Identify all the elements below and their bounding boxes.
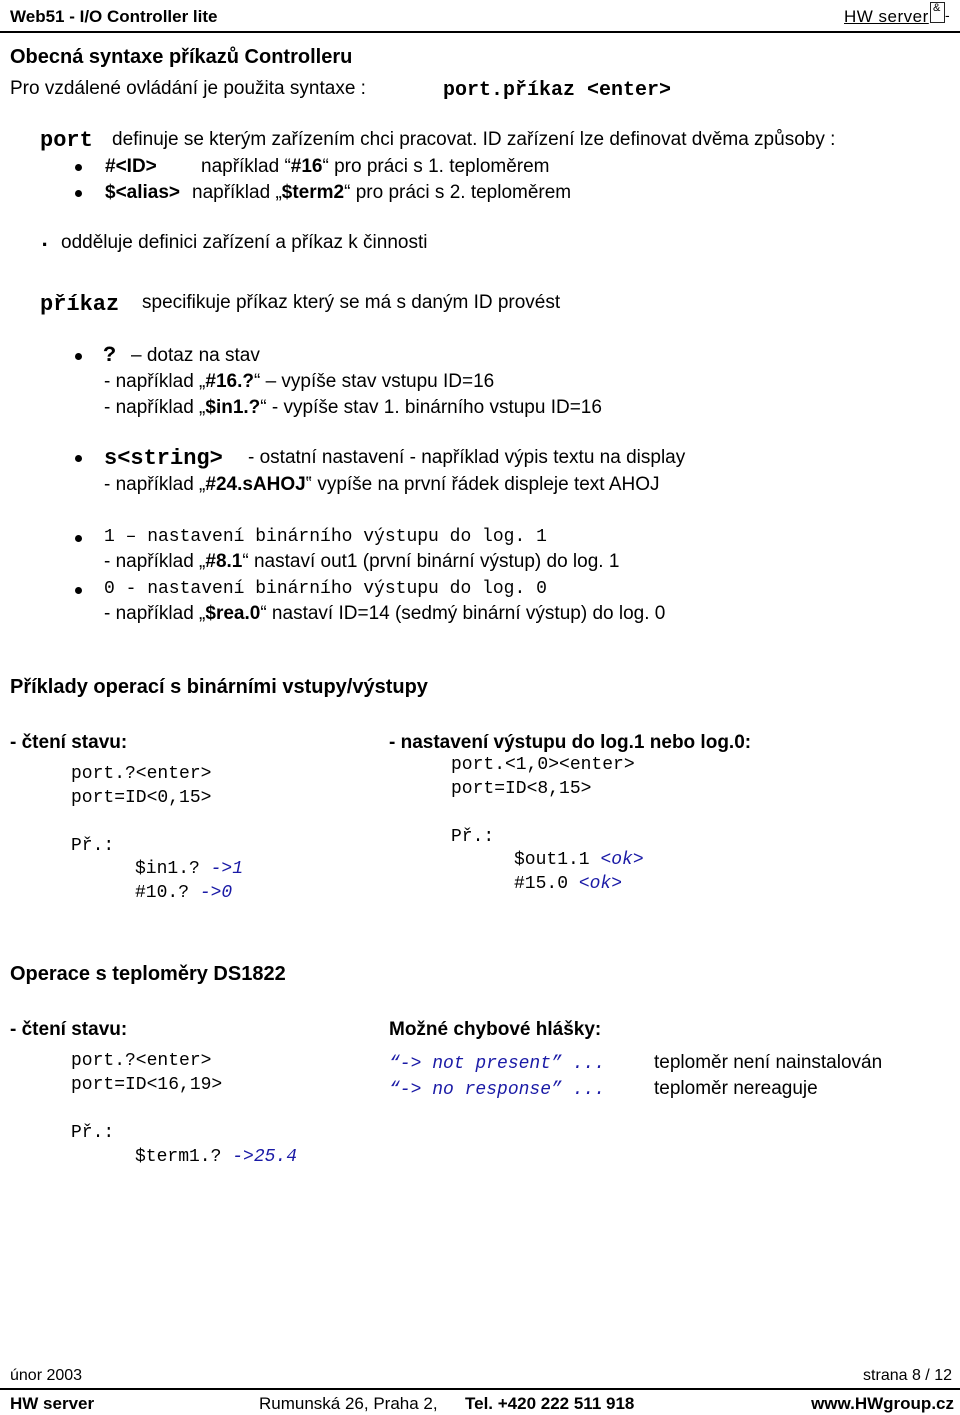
binary-set-label: - nastavení výstupu do log.1 nebo log.0: bbox=[389, 732, 752, 753]
section-heading-binary: Příklady operací s binárními vstupy/výstupy bbox=[10, 676, 428, 698]
footer-date: únor 2003 bbox=[10, 1367, 83, 1384]
binary-read-line-2: port=ID<0,15> bbox=[71, 788, 212, 808]
binary-set-example-2: #15.0 <ok> bbox=[514, 874, 623, 894]
binary-read-example-2: #10.? ->0 bbox=[135, 883, 233, 903]
bullet-icon bbox=[75, 190, 82, 197]
footer-phone: Tel. +420 222 511 918 bbox=[465, 1394, 635, 1413]
footer-page-number: strana 8 / 12 bbox=[863, 1367, 952, 1384]
footer-company: HW server bbox=[10, 1394, 95, 1413]
binary-read-example-1: $in1.? ->1 bbox=[135, 859, 244, 879]
header-divider bbox=[0, 31, 960, 33]
bullet-icon bbox=[75, 587, 82, 594]
port-id-example: například “#16“ pro práci s 1. teploměrem bbox=[201, 156, 550, 177]
binary-read-label: - čtení stavu: bbox=[10, 732, 128, 753]
prikaz-keyword: příkaz bbox=[40, 292, 120, 317]
bullet-icon bbox=[75, 353, 82, 360]
logo-dash-icon: - bbox=[945, 7, 950, 23]
query-description: – dotaz na stav bbox=[131, 345, 260, 366]
section-heading-thermo: Operace s teploměry DS1822 bbox=[10, 963, 286, 985]
section-heading-syntax: Obecná syntaxe příkazů Controlleru bbox=[10, 46, 353, 68]
dot-description: odděluje definici zařízení a příkaz k činnosti bbox=[61, 232, 428, 253]
binary-read-line-1: port.?<enter> bbox=[71, 764, 212, 784]
query-example-1: - například „#16.?“ – vypíše stav vstupu ID=16 bbox=[104, 371, 495, 392]
hw-server-logo bbox=[840, 1, 956, 29]
logo-text: HW server bbox=[844, 7, 929, 26]
port-alias-term: $<alias> bbox=[105, 182, 181, 203]
query-example-2: - například „$in1.?“ - vypíše stav 1. binárního vstupu ID=16 bbox=[104, 397, 602, 418]
port-alias-example: například „$term2“ pro práci s 2. teploměrem bbox=[192, 182, 572, 203]
document-title: Web51 - I/O Controller lite bbox=[10, 7, 218, 26]
log0-example: - například „$rea.0“ nastaví ID=14 (sedmý binární výstup) do log. 0 bbox=[104, 603, 666, 624]
prikaz-description: specifikuje příkaz který se má s daným ID provést bbox=[142, 292, 561, 313]
binary-set-example-label: Př.: bbox=[451, 827, 495, 847]
thermo-read-example: $term1.? ->25.4 bbox=[135, 1147, 298, 1167]
syntax-code: port.příkaz <enter> bbox=[443, 79, 672, 102]
thermo-read-example-label: Př.: bbox=[71, 1123, 115, 1143]
footer-address: Rumunská 26, Praha 2, bbox=[259, 1394, 438, 1413]
string-description: - ostatní nastavení - například výpis textu na display bbox=[248, 447, 686, 468]
dot-keyword: . bbox=[38, 228, 52, 253]
port-keyword: port bbox=[40, 128, 93, 153]
thermo-read-line-2: port=ID<16,19> bbox=[71, 1075, 223, 1095]
log1-code: 1 – nastavení binárního výstupu do log. 1 bbox=[104, 527, 547, 547]
footer-website: www.HWgroup.cz bbox=[811, 1394, 954, 1413]
query-symbol: ? bbox=[103, 343, 117, 368]
binary-set-example-1: $out1.1 <ok> bbox=[514, 850, 644, 870]
thermo-error-1-code: “-> not present” ... bbox=[389, 1054, 606, 1074]
thermo-read-label: - čtení stavu: bbox=[10, 1019, 128, 1040]
bullet-icon bbox=[75, 455, 82, 462]
log1-example: - například „#8.1“ nastaví out1 (první binární výstup) do log. 1 bbox=[104, 551, 620, 572]
bullet-icon bbox=[75, 535, 82, 542]
binary-read-example-label: Př.: bbox=[71, 836, 115, 856]
port-id-term: #<ID> bbox=[105, 156, 157, 177]
port-description: definuje se kterým zařízením chci pracovat. ID zařízení lze definovat dvěma způsoby : bbox=[112, 129, 836, 150]
binary-set-line-2: port=ID<8,15> bbox=[451, 779, 592, 799]
bullet-icon bbox=[75, 164, 82, 171]
syntax-intro: Pro vzdálené ovládání je použita syntaxe : bbox=[10, 78, 366, 99]
thermo-error-2-text: teploměr nereaguje bbox=[654, 1078, 818, 1099]
thermo-errors-label: Možné chybové hlášky: bbox=[389, 1019, 602, 1040]
thermo-read-line-1: port.?<enter> bbox=[71, 1051, 212, 1071]
log0-code: 0 - nastavení binárního výstupu do log. 0 bbox=[104, 579, 547, 599]
binary-set-line-1: port.<1,0><enter> bbox=[451, 755, 635, 775]
string-example: - například „#24.sAHOJ‟ vypíše na první řádek displeje text AHOJ bbox=[104, 474, 660, 495]
logo-amp: & bbox=[933, 2, 941, 14]
thermo-error-1-text: teploměr není nainstalován bbox=[654, 1052, 883, 1073]
thermo-error-2-code: “-> no response” ... bbox=[389, 1080, 606, 1100]
footer-divider bbox=[0, 1388, 960, 1390]
string-symbol: s<string> bbox=[104, 446, 223, 471]
